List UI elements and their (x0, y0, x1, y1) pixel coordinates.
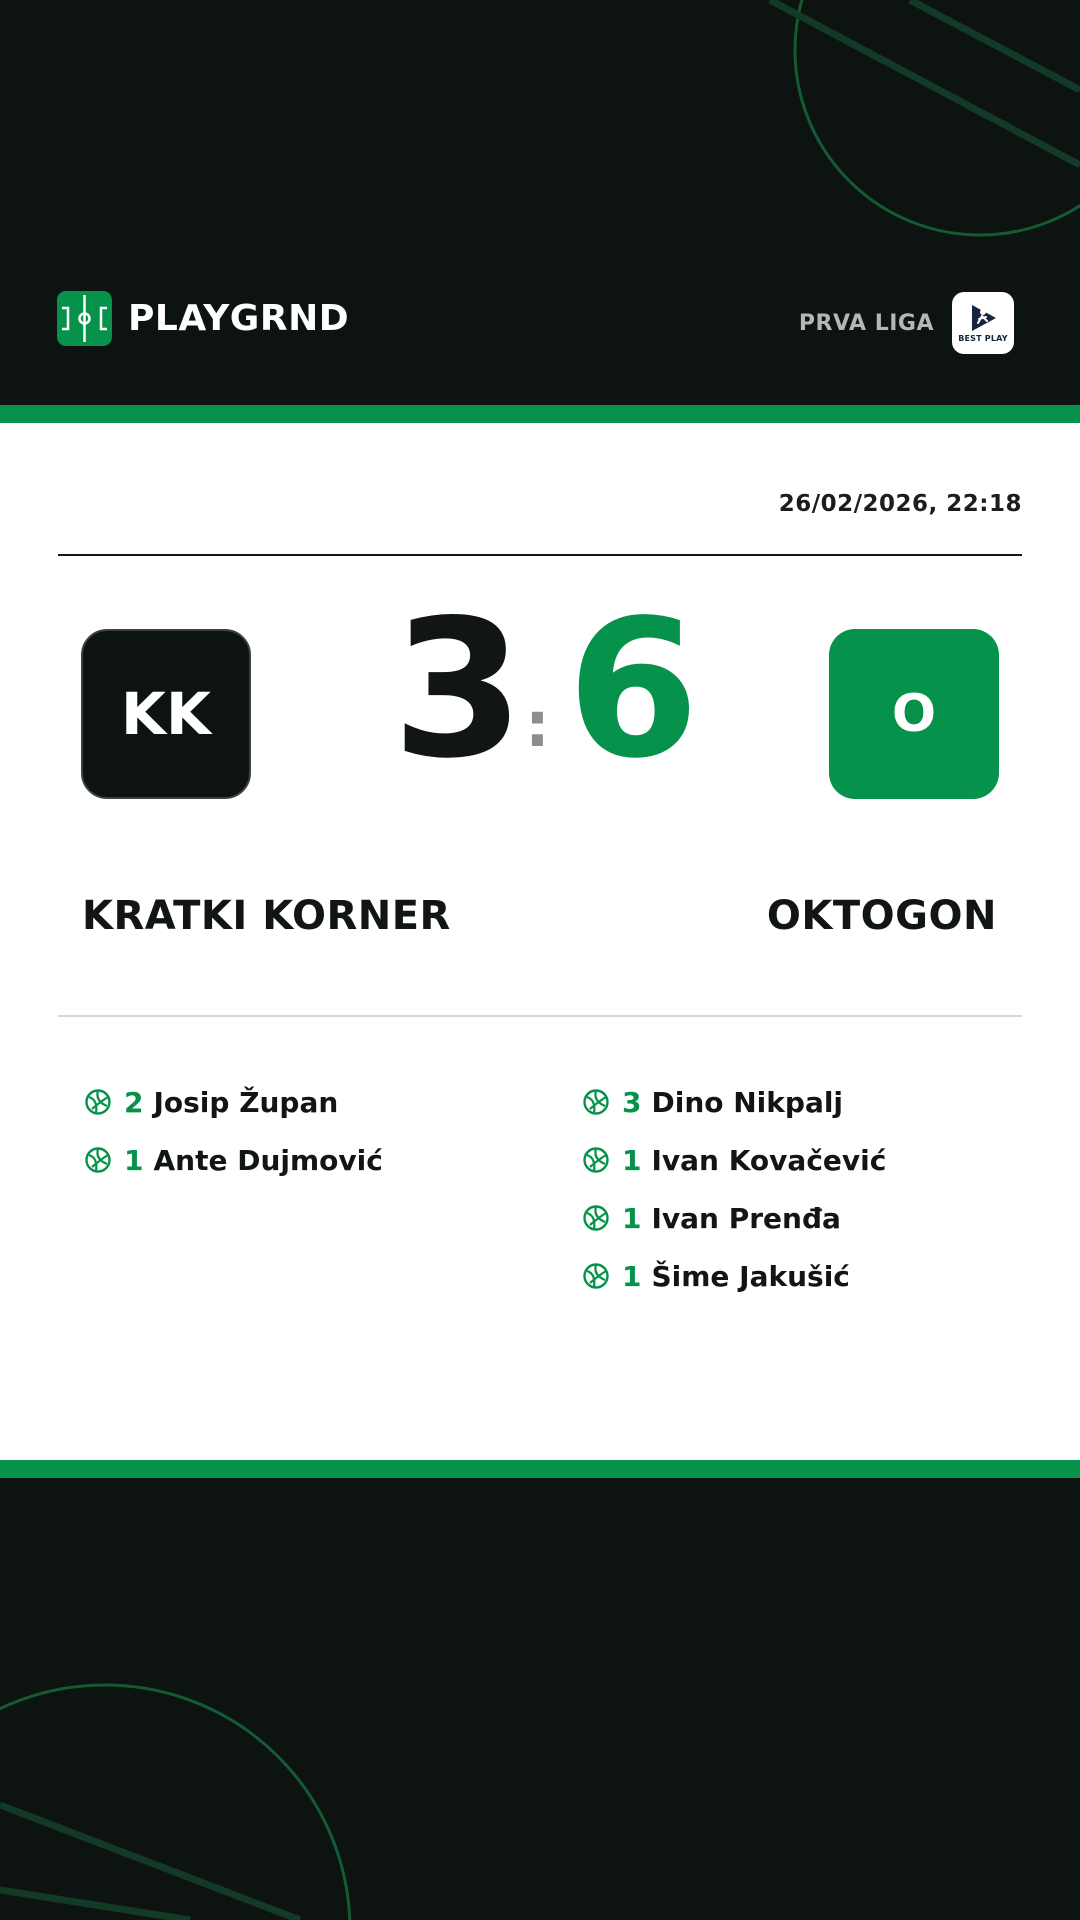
home-scorers-list (84, 1073, 383, 1189)
match-card (0, 423, 1080, 1460)
brand[interactable] (57, 291, 349, 346)
league (799, 292, 1014, 354)
home-team-name: KRATKI KORNER (82, 893, 451, 939)
pitch-icon (57, 291, 112, 346)
pitch-lines-bottom (0, 1460, 1080, 1920)
player-name: Ivan Prenđa (651, 1201, 841, 1235)
ball-icon (582, 1088, 610, 1116)
goal-count: 1 (622, 1259, 642, 1293)
goal-count: 1 (622, 1201, 642, 1235)
home-team-badge: KK (81, 629, 251, 799)
scorer-item (582, 1247, 886, 1305)
player-name: Dino Nikpalj (651, 1085, 844, 1119)
scorer-item (582, 1189, 886, 1247)
away-team-badge: O (829, 629, 999, 799)
away-scorers-list (582, 1073, 886, 1305)
goal-count: 1 (622, 1143, 642, 1177)
accent-stripe-top (0, 405, 1080, 423)
ball-icon (582, 1262, 610, 1290)
divider (58, 554, 1022, 556)
player-name: Josip Župan (153, 1085, 339, 1119)
league-logo-text: BEST PLAY (958, 334, 1008, 343)
accent-stripe-bottom (0, 1460, 1080, 1478)
ball-icon (582, 1146, 610, 1174)
divider (58, 1015, 1022, 1017)
player-name: Ante Dujmović (153, 1143, 383, 1177)
score-separator: : (525, 688, 550, 761)
player-name: Ivan Kovačević (651, 1143, 887, 1177)
scorer-item (84, 1131, 383, 1189)
ball-icon (84, 1088, 112, 1116)
goal-count: 2 (124, 1085, 144, 1119)
player-icon (966, 303, 1000, 333)
away-team-name: OKTOGON (766, 893, 997, 939)
player-name: Šime Jakušić (651, 1259, 850, 1293)
header (0, 0, 1080, 405)
goal-count: 1 (124, 1143, 144, 1177)
away-score: 6 (567, 579, 700, 800)
match-datetime: 26/02/2026, 22:18 (778, 491, 1022, 517)
brand-name: PLAYGRND (128, 298, 350, 339)
league-name: PRVA LIGA (798, 310, 934, 336)
scorer-item (582, 1073, 886, 1131)
scorer-item (582, 1131, 886, 1189)
league-logo (952, 292, 1014, 354)
ball-icon (582, 1204, 610, 1232)
goal-count: 3 (622, 1085, 642, 1119)
ball-icon (84, 1146, 112, 1174)
home-score: 3 (392, 579, 525, 800)
scorer-item (84, 1073, 383, 1131)
